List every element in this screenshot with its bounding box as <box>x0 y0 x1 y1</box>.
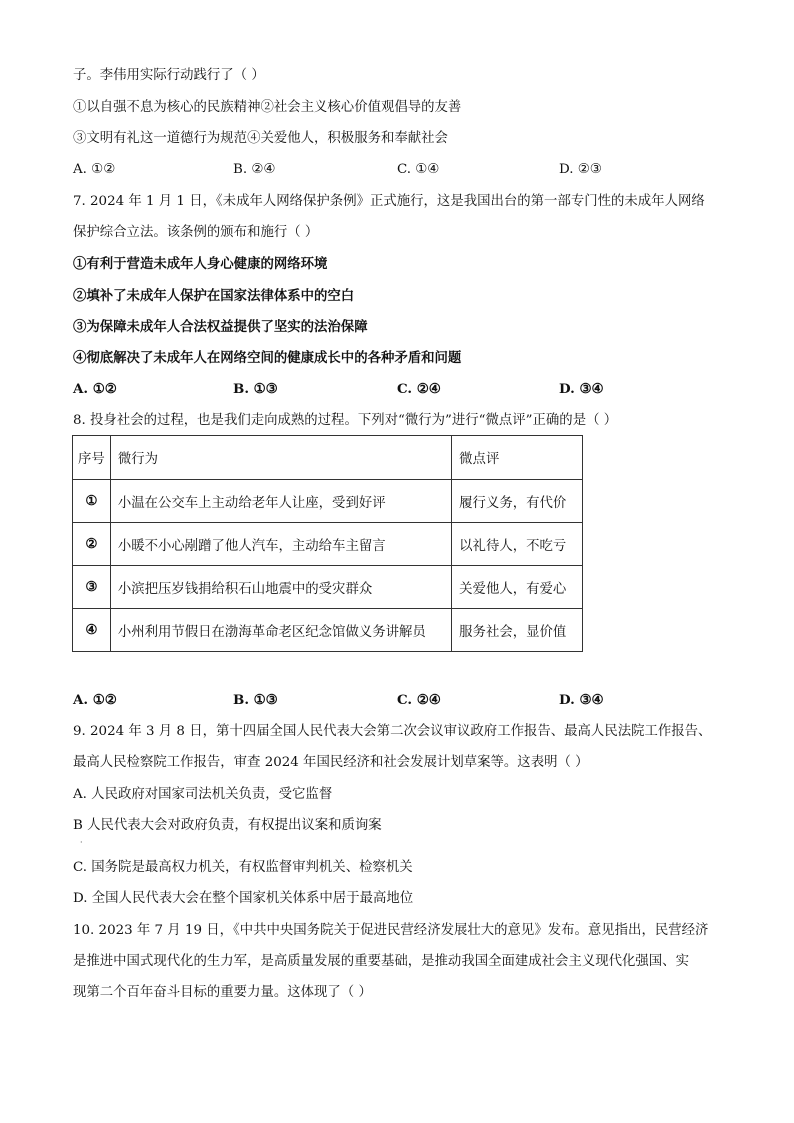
q7-option-d: D. ③④ <box>559 381 604 397</box>
q8-options <box>73 692 693 708</box>
q9-option-b: B 人民代表大会对政府负责，有权提出议案和质询案 <box>73 818 382 833</box>
table-header-cell: 微点评 <box>452 436 583 480</box>
table-cell: 关爱他人，有爱心 <box>452 566 583 609</box>
q7-option-c: C. ②④ <box>397 381 441 397</box>
q9-stem-line-2: 最高人民检察院工作报告，审查 2024 年国民经济和社会发展计划草案等。这表明（ ） <box>73 755 589 770</box>
table-row <box>73 566 583 609</box>
q8-stem: 8. 投身社会的过程，也是我们走向成熟的过程。下列对“微行为”进行“微点评”正确的是（ ） <box>73 413 618 428</box>
q8-table <box>72 435 583 652</box>
q9-option-d: D. 全国人民代表大会在整个国家机关体系中居于最高地位 <box>73 891 414 906</box>
table-row <box>73 523 583 566</box>
q7-stem-line-2: 保护综合立法。该条例的颁布和施行（ ） <box>73 225 319 240</box>
stray-dot: · <box>80 838 83 847</box>
q6-items-line-1: ①以自强不息为核心的民族精神②社会主义核心价值观倡导的友善 <box>73 100 462 115</box>
table-cell: ④ <box>73 609 111 652</box>
table-header-row <box>73 436 583 480</box>
q6-items-line-2: ③文明有礼这一道德行为规范④关爱他人，积极服务和奉献社会 <box>73 131 448 146</box>
table-cell: 以礼待人，不吃亏 <box>452 523 583 566</box>
q9-option-c: C. 国务院是最高权力机关，有权监督审判机关、检察机关 <box>73 860 413 875</box>
q8-option-a: A. ①② <box>73 692 117 708</box>
q7-options <box>73 381 693 397</box>
q9-stem-line-1: 9. 2024 年 3 月 8 日，第十四届全国人民代表大会第二次会议审议政府工作报告、最高人民法院工作报告、 <box>73 724 712 739</box>
q6-option-d: D. ②③ <box>559 162 602 177</box>
table-cell: 小州利用节假日在渤海革命老区纪念馆做义务讲解员 <box>110 609 451 652</box>
q10-stem-line-3: 现第二个百年奋斗目标的重要力量。这体现了（ ） <box>73 985 372 1000</box>
q7-item-2: ②填补了未成年人保护在国家法律体系中的空白 <box>73 288 355 304</box>
table-cell: 服务社会，显价值 <box>452 609 583 652</box>
q7-option-b: B. ①③ <box>233 381 278 397</box>
table-cell: 小暖不小心剐蹭了他人汽车，主动给车主留言 <box>110 523 451 566</box>
table-cell: 小滨把压岁钱捐给积石山地震中的受灾群众 <box>110 566 451 609</box>
table-row <box>73 609 583 652</box>
q7-stem-line-1: 7. 2024 年 1 月 1 日，《未成年人网络保护条例》正式施行，这是我国出台的第一部专门性的未成年人网络 <box>73 194 705 209</box>
q8-option-d: D. ③④ <box>559 692 604 708</box>
q6-options <box>73 162 693 178</box>
q7-item-3: ③为保障未成年人合法权益提供了坚实的法治保障 <box>73 319 368 335</box>
q7-item-1: ①有利于营造未成年人身心健康的网络环境 <box>73 256 328 272</box>
q8-option-c: C. ②④ <box>397 692 441 708</box>
q10-stem-line-1: 10. 2023 年 7 月 19 日，《中共中央国务院关于促进民营经济发展壮大的意见》发布。意见指出，民营经济 <box>73 923 709 938</box>
q8-option-b: B. ①③ <box>233 692 278 708</box>
table-cell: ② <box>73 523 111 566</box>
table-header-cell: 微行为 <box>110 436 451 480</box>
q7-option-a: A. ①② <box>73 381 117 397</box>
q9-option-a: A. 人民政府对国家司法机关负责，受它监督 <box>73 787 333 802</box>
table-header-cell: 序号 <box>73 436 111 480</box>
q7-item-4: ④彻底解决了未成年人在网络空间的健康成长中的各种矛盾和问题 <box>73 350 462 366</box>
table-cell: ① <box>73 480 111 523</box>
q6-option-a: A. ①② <box>73 162 116 177</box>
q6-stem-tail: 子。李伟用实际行动践行了（ ） <box>73 68 265 83</box>
table-cell: 履行义务，有代价 <box>452 480 583 523</box>
table-cell: ③ <box>73 566 111 609</box>
table-cell: 小温在公交车上主动给老年人让座，受到好评 <box>110 480 451 523</box>
table-row <box>73 480 583 523</box>
q10-stem-line-2: 是推进中国式现代化的生力军，是高质量发展的重要基础，是推动我国全面建成社会主义现代化强国、实 <box>73 954 689 969</box>
q6-option-c: C. ①④ <box>397 162 440 177</box>
q6-option-b: B. ②④ <box>233 162 276 177</box>
